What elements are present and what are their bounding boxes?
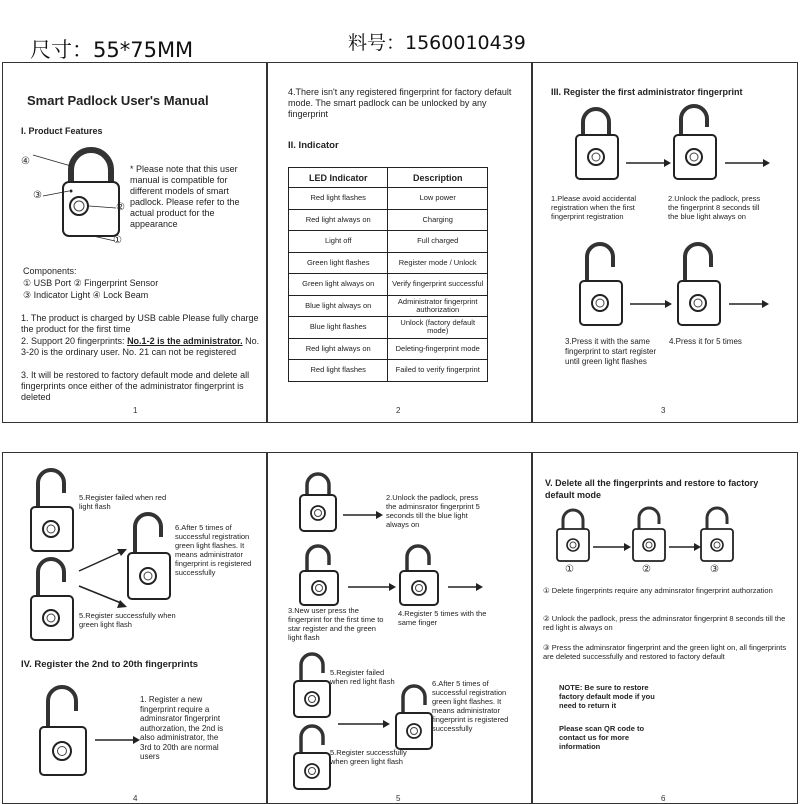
step-3-text: 3.Press it with the same fingerprint to start register until green light flashes (565, 337, 657, 366)
led-indicator-table (288, 167, 488, 382)
compatibility-note: * Please note that this user manual is compatible for different models of smart padlock. Please refer to the actual product for the appearance (130, 164, 240, 229)
material-number: 料号：1560010439 (348, 32, 526, 54)
step-1-text: 1. Register a new fingerprint require a adminsrator fingerprint authorzation, the 2nd is also administrator, the 3rd to 20th are normal users (140, 695, 224, 761)
led-cell: Red light always on (289, 338, 388, 360)
unlocked-padlock-icon (125, 513, 175, 603)
qr-contact-note: Please scan QR code to contact us for more information (559, 724, 645, 751)
components-line-1: ① USB Port ② Fingerprint Sensor (23, 278, 159, 288)
arrow-icon (669, 543, 701, 551)
manual-page-1 (2, 62, 267, 423)
manual-page-4 (2, 452, 267, 804)
table-row (289, 274, 488, 296)
table-row (289, 209, 488, 231)
table-row (289, 231, 488, 253)
page-number: 6 (661, 794, 666, 803)
manual-page-3 (532, 62, 798, 423)
step-mark-1: ① (565, 564, 574, 575)
arrow-icon (448, 583, 483, 591)
description-cell: Failed to verify fingerprint (388, 360, 488, 382)
delete-step-2: ② Unlock the padlock, press the adminsrator fingerprint 8 seconds till the red light is always on (543, 614, 786, 632)
step-3-text: 3.New user press the fingerprint for the first time to star register and the green light flash (288, 606, 384, 642)
locked-padlock-icon (555, 509, 591, 564)
manual-page-2 (267, 62, 532, 423)
description-cell: Verify fingerprint successful (388, 274, 488, 296)
arrow-icon (630, 300, 672, 308)
callout-2: ② (116, 202, 125, 213)
column-header-led: LED Indicator (289, 168, 388, 188)
administrator-emphasis: No.1-2 is the administrator. (127, 336, 243, 346)
page-number: 1 (133, 406, 138, 415)
table-row (289, 188, 488, 210)
table-row (289, 317, 488, 339)
step-5-success-text: 5.Register successfully when green light flash (79, 611, 176, 629)
page-number: 3 (661, 406, 666, 415)
table-header-row (289, 168, 488, 188)
delete-step-1: ① Delete fingerprints require any adminsrator fingerprint authorzation (543, 586, 773, 595)
led-cell: Light off (289, 231, 388, 253)
factory-mode-note: 4.There isn't any registered fingerprint for factory default mode. The smart padlock can be unlocked by any fingerprint (288, 87, 512, 119)
section-register-2nd-20th: IV. Register the 2nd to 20th fingerprints (21, 659, 199, 670)
arrow-icon (95, 736, 140, 744)
locked-padlock-icon (573, 107, 623, 182)
unlocked-padlock-icon (28, 469, 78, 554)
components-label: Components: (23, 266, 77, 276)
callout-1: ① (113, 235, 122, 246)
step-4-text: 4.Register 5 times with the same finger (398, 609, 487, 627)
step-6-text: 6.After 5 times of successful registration green light flashes. It means administrator fingerprint is registered successfully (432, 679, 509, 733)
manual-page-6 (532, 452, 798, 804)
feature-item-1: 1. The product is charged by USB cable Please fully charge the product for the first time (21, 313, 259, 334)
page-number: 4 (133, 794, 138, 803)
led-cell: Blue light flashes (289, 317, 388, 339)
led-cell: Green light always on (289, 274, 388, 296)
led-cell: Green light flashes (289, 252, 388, 274)
page-number: 2 (396, 406, 401, 415)
return-note: NOTE: Be sure to restore factory default mode if you need to return it (559, 683, 655, 710)
components-line-2: ③ Indicator Light ④ Lock Beam (23, 290, 149, 300)
size-label: 尺寸：55*75MM (30, 38, 194, 62)
unlocked-padlock-icon (398, 545, 444, 607)
callout-3: ③ (33, 190, 42, 201)
description-cell: Low power (388, 188, 488, 210)
arrow-icon (79, 549, 127, 574)
arrow-icon (725, 159, 770, 167)
unlocked-padlock-icon (394, 685, 436, 751)
column-header-description: Description (388, 168, 488, 188)
step-2-text: 2.Unlock the padlock, press the adminsrator fingerprint 5 seconds till the blue light always on (386, 493, 480, 529)
arrow-icon (593, 543, 631, 551)
step-4-text: 4.Press it for 5 times (669, 337, 742, 346)
arrow-icon (348, 583, 396, 591)
step-6-text: 6.After 5 times of successful registration green light flashes. It means administrator fingerprint is registered successfully (175, 523, 252, 577)
led-cell: Red light flashes (289, 188, 388, 210)
feature-item-3: 3. It will be restored to factory default mode and delete all fingerprints once either of the administrator fingerprint is deleted (21, 370, 250, 402)
unlocked-padlock-icon (28, 558, 78, 643)
callout-4: ④ (21, 156, 30, 167)
unlocked-padlock-icon (699, 509, 735, 564)
table-row (289, 360, 488, 382)
step-5-success-text: 5.Register successfully when green light flash (330, 748, 407, 766)
delete-step-3: ③ Press the adminsrator fingerprint and the green light on, all fingerprints are deleted successfully and restored to factory default (543, 643, 787, 661)
description-cell: Deleting-fingerprint mode (388, 338, 488, 360)
led-cell: Blue light always on (289, 295, 388, 317)
table-row (289, 338, 488, 360)
table-row (289, 295, 488, 317)
feature-item-2: 2. Support 20 fingerprints: No.1-2 is the administrator. No. 3-20 is the ordinary user. No. 21 can not be registered (21, 336, 260, 357)
manual-page-5 (267, 452, 532, 804)
section-delete-restore: V. Delete all the fingerprints and restore to factory default mode (545, 478, 759, 500)
manual-title: Smart Padlock User's Manual (27, 93, 209, 108)
arrow-icon (343, 511, 383, 519)
step-1-text: 1.Please avoid accidental registration when the first fingerprint registration (551, 194, 637, 221)
locked-padlock-icon (298, 473, 340, 533)
description-cell: Register mode / Unlock (388, 252, 488, 274)
unlocked-padlock-icon (292, 653, 334, 719)
description-cell: Unlock (factory default mode) (388, 317, 488, 339)
table-row (289, 252, 488, 274)
step-mark-3: ③ (710, 564, 719, 575)
unlocked-padlock-icon (671, 107, 721, 182)
section-indicator: II. Indicator (288, 140, 339, 151)
unlocked-padlock-icon (577, 243, 627, 328)
led-cell: Red light always on (289, 209, 388, 231)
description-cell: Administrator fingerprint authorization (388, 295, 488, 317)
step-mark-2: ② (642, 564, 651, 575)
arrow-icon (626, 159, 671, 167)
step-5-failed-text: 5.Register failed when red light flash (330, 668, 395, 686)
led-cell: Red light flashes (289, 360, 388, 382)
description-cell: Charging (388, 209, 488, 231)
section-register-first-admin: III. Register the first administrator fingerprint (551, 87, 743, 97)
step-5-failed-text: 5.Register failed when red light flash (79, 493, 167, 511)
page-number: 5 (396, 794, 401, 803)
arrow-icon (729, 300, 769, 308)
unlocked-padlock-icon (298, 545, 344, 607)
section-product-features: I. Product Features (21, 126, 103, 136)
unlocked-padlock-icon (37, 685, 92, 780)
unlocked-padlock-icon (631, 509, 667, 564)
step-2-text: 2.Unlock the padlock, press the fingerprint 8 seconds till the blue light always on (668, 194, 761, 221)
unlocked-padlock-icon (292, 725, 334, 791)
description-cell: Full charged (388, 231, 488, 253)
arrow-icon (338, 720, 390, 728)
arrow-icon (79, 583, 127, 608)
unlocked-padlock-icon (675, 243, 725, 328)
